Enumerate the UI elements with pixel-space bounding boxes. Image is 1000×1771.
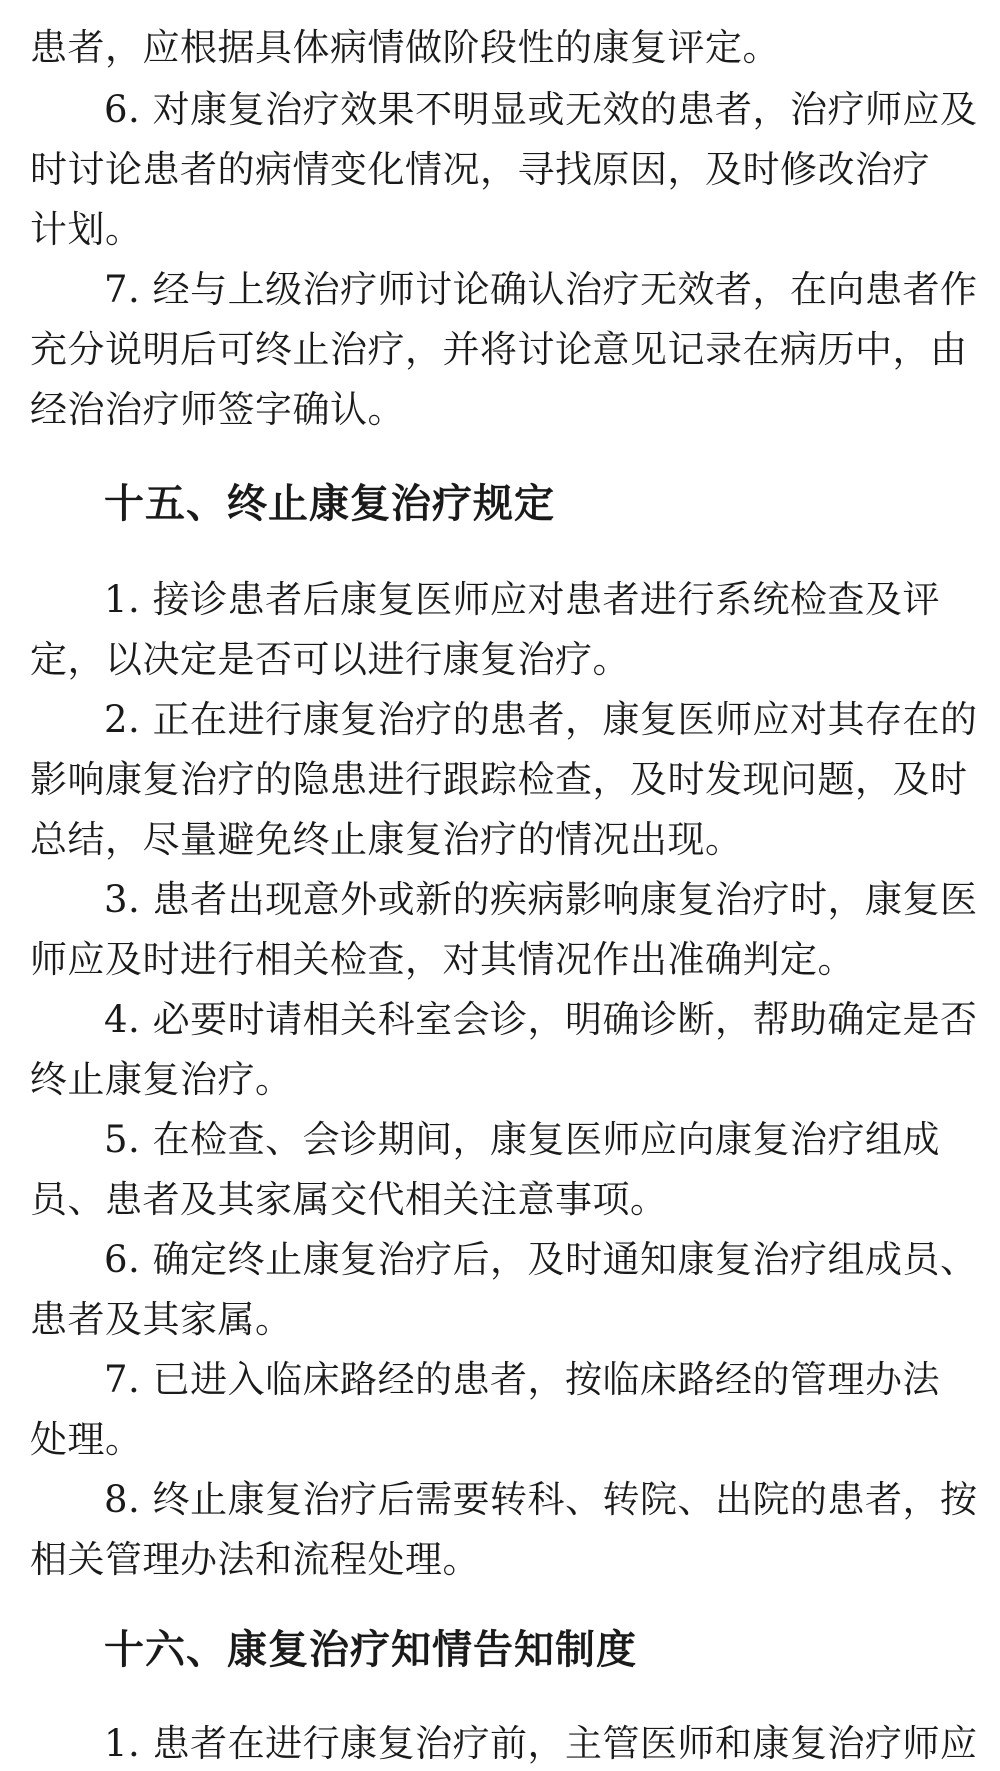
paragraph-line: 影响康复治疗的隐患进行跟踪检查，及时发现问题，及时 bbox=[30, 758, 968, 801]
paragraph-line: 8. 终止康复治疗后需要转科、转院、出院的患者，按 bbox=[104, 1478, 978, 1521]
paragraph-line: 1. 接诊患者后康复医师应对患者进行系统检查及评 bbox=[104, 578, 941, 621]
paragraph-line: 计划。 bbox=[30, 208, 143, 251]
section-heading-15: 十五、终止康复治疗规定 bbox=[104, 481, 555, 527]
paragraph-line: 患者及其家属。 bbox=[30, 1298, 293, 1341]
paragraph-line: 时讨论患者的病情变化情况，寻找原因，及时修改治疗 bbox=[30, 148, 930, 191]
paragraph-line: 3. 患者出现意外或新的疾病影响康复治疗时，康复医 bbox=[104, 878, 978, 921]
paragraph-line: 6. 确定终止康复治疗后，及时通知康复治疗组成员、 bbox=[104, 1238, 978, 1281]
paragraph-line: 6. 对康复治疗效果不明显或无效的患者，治疗师应及 bbox=[104, 88, 978, 131]
paragraph-line: 员、患者及其家属交代相关注意事项。 bbox=[30, 1178, 668, 1221]
paragraph-line: 患者，应根据具体病情做阶段性的康复评定。 bbox=[30, 26, 780, 69]
paragraph-line: 师应及时进行相关检查，对其情况作出准确判定。 bbox=[30, 938, 855, 981]
paragraph-line: 4. 必要时请相关科室会诊，明确诊断，帮助确定是否 bbox=[104, 998, 978, 1041]
paragraph-line: 相关管理办法和流程处理。 bbox=[30, 1538, 480, 1581]
paragraph-line: 5. 在检查、会诊期间，康复医师应向康复治疗组成 bbox=[104, 1118, 941, 1161]
paragraph-line: 充分说明后可终止治疗，并将讨论意见记录在病历中，由 bbox=[30, 328, 968, 371]
paragraph-line: 定，以决定是否可以进行康复治疗。 bbox=[30, 638, 630, 681]
section-heading-16: 十六、康复治疗知情告知制度 bbox=[104, 1627, 637, 1673]
paragraph-line: 7. 已进入临床路经的患者，按临床路经的管理办法 bbox=[104, 1358, 941, 1401]
paragraph-line: 1. 患者在进行康复治疗前，主管医师和康复治疗师应 bbox=[104, 1722, 978, 1765]
paragraph-line: 总结，尽量避免终止康复治疗的情况出现。 bbox=[30, 818, 743, 861]
paragraph-line: 处理。 bbox=[30, 1418, 143, 1461]
paragraph-line: 经治治疗师签字确认。 bbox=[30, 388, 405, 431]
paragraph-line: 7. 经与上级治疗师讨论确认治疗无效者，在向患者作 bbox=[104, 268, 978, 311]
paragraph-line: 2. 正在进行康复治疗的患者，康复医师应对其存在的 bbox=[104, 698, 978, 741]
paragraph-line: 终止康复治疗。 bbox=[30, 1058, 293, 1101]
